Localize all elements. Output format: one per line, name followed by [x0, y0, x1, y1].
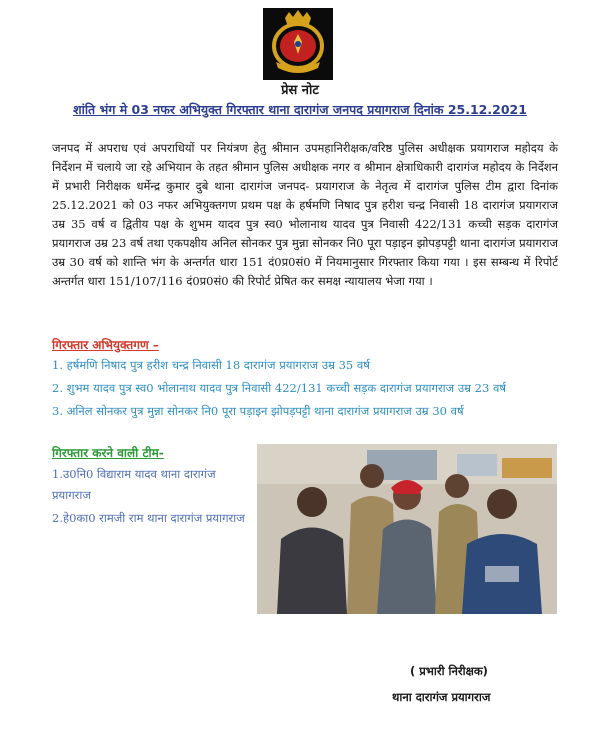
headline: शांति भंग मे 03 नफर अभियुक्त गिरफ्तार थाना दारागंज जनपद प्रयागराज दिनांक 25.12.2021 [73, 102, 527, 117]
body-paragraph: जनपद में अपराध एवं अपराधियों पर नियंत्रण हेतु श्रीमान उपमहानिरीक्षक/वरिष्ठ पुलिस अधीक्षक प्रयागराज महोदय के निर्देशन में चलाये जा रहे अभियान के तहत श्रीमान पुलिस अधीक्षक नगर व श्रीमान क्षेत्राधिकारी दारागंज महोदय के निर्देशन में प्रभारी निरीक्षक धर्मेन्द्र कुमार दुबे थाना दारागंज जनपद- प्रयागराज के नेतृत्व में दारागंज पुलिस टीम द्वारा दिनांक 25.12.2021 को 03 नफर अभियुक्तगण प्रथम पक्ष के हर्षमणि निषाद पुत्र हरीश चन्द्र निवासी 18 दारागंज प्रयागराज उम्र 35 वर्ष व द्वितीय पक्ष के शुभम यादव पुत्र स्व0 भोलानाथ यादव पुत्र निवासी 422/131 कच्ची सड़क दारागंज प्रयागराज उम्र 23 वर्ष तथा एकपक्षीय अनिल सोनकर पुत्र मुन्ना सोनकर नि0 पूरा पड़ाइन झोपड़पट्टी थाना दारागंज प्रयागराज उम्र 30 वर्ष को शान्ति भंग के अन्तर्गत धारा 151 दं0प्र0सं0 में नियमानुसार गिरफ्तार किया गया । इस सम्बन्ध में रिपोर्ट अन्तर्गत धारा 151/107/116 दं0प्र0सं0 की रिपोर्ट प्रेषित कर समक्ष न्यायालय भेजा गया । [52, 141, 558, 288]
signature-station: थाना दारागंज प्रयागराज [392, 690, 491, 704]
arrested-list [52, 356, 562, 425]
team-item-1: 1.उ0नि0 विद्याराम यादव थाना दारागंज प्रयागराज [52, 467, 216, 502]
arrest-photo [257, 444, 557, 614]
arrested-heading: गिरफ्तार अभियुक्तगण – [52, 338, 159, 352]
team-heading: गिरफ्तार करने वाली टीम- [52, 446, 164, 460]
signature-title: ( प्रभारी निरीक्षक) [410, 664, 488, 678]
team-item-2: 2.हे0का0 रामजी राम थाना दारागंज प्रयागराज [52, 511, 245, 525]
press-note-title: प्रेस नोट [281, 83, 319, 98]
up-police-logo [263, 8, 333, 80]
arrested-item-1: 1. हर्षमणि निषाद पुत्र हरीश चन्द्र निवासी 18 दारागंज प्रयागराज उम्र 35 वर्ष [52, 358, 370, 372]
arrested-item-2: 2. शुभम यादव पुत्र स्व0 भोलानाथ यादव पुत्र निवासी 422/131 कच्ची सड़क दारागंज प्रयागराज उम्र 23 वर्ष [52, 381, 507, 395]
arrested-item-3: 3. अनिल सोनकर पुत्र मुन्ना सोनकर नि0 पूरा पड़ाइन झोपड़पट्टी थाना दारागंज प्रयागराज उम्र 30 वर्ष [52, 404, 464, 418]
team-list [52, 464, 252, 531]
